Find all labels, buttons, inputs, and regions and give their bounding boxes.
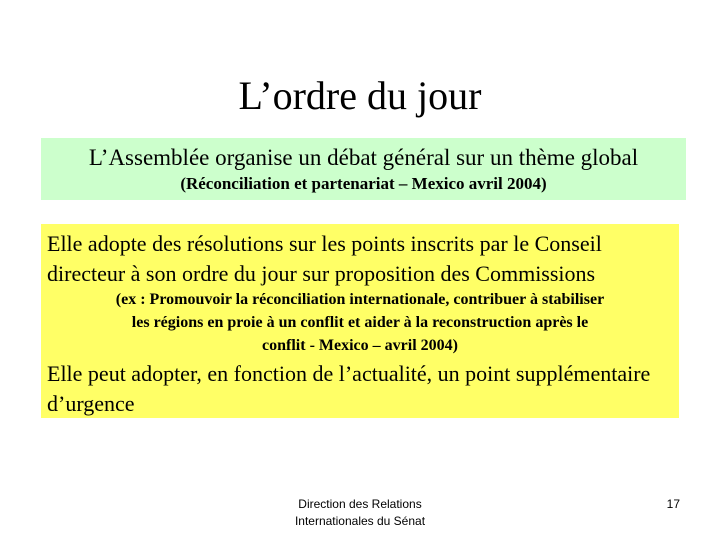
urgency-paragraph: Elle peut adopter, en fonction de l’actualité, un point supplémentaire d’urgence xyxy=(47,361,651,416)
theme-example-text: (Réconciliation et partenariat – Mexico avril 2004) xyxy=(180,174,547,193)
example-line-2: les régions en proie à un conflit et aider à la reconstruction après le xyxy=(131,314,589,331)
footer-line-2: Internationales du Sénat xyxy=(294,514,426,528)
example-line-1: (ex : Promouvoir la réconciliation internationale, contribuer à stabiliser xyxy=(115,291,605,308)
footer-line-1: Direction des Relations xyxy=(298,497,422,511)
green-highlight-box xyxy=(41,138,686,200)
resolutions-paragraph: Elle adopte des résolutions sur les points inscrits par le Conseil directeur à son ordre du jour sur proposition des Commissions xyxy=(47,231,602,286)
example-line-3: conflit - Mexico – avril 2004) xyxy=(262,337,458,354)
footer-organization xyxy=(270,496,450,530)
general-debate-text: L’Assemblée organise un débat général sur un thème global xyxy=(88,145,639,170)
yellow-highlight-box xyxy=(41,224,679,418)
resolutions-example xyxy=(41,288,679,357)
page-number: 17 xyxy=(666,497,680,511)
slide-title: L’ordre du jour xyxy=(238,73,482,118)
